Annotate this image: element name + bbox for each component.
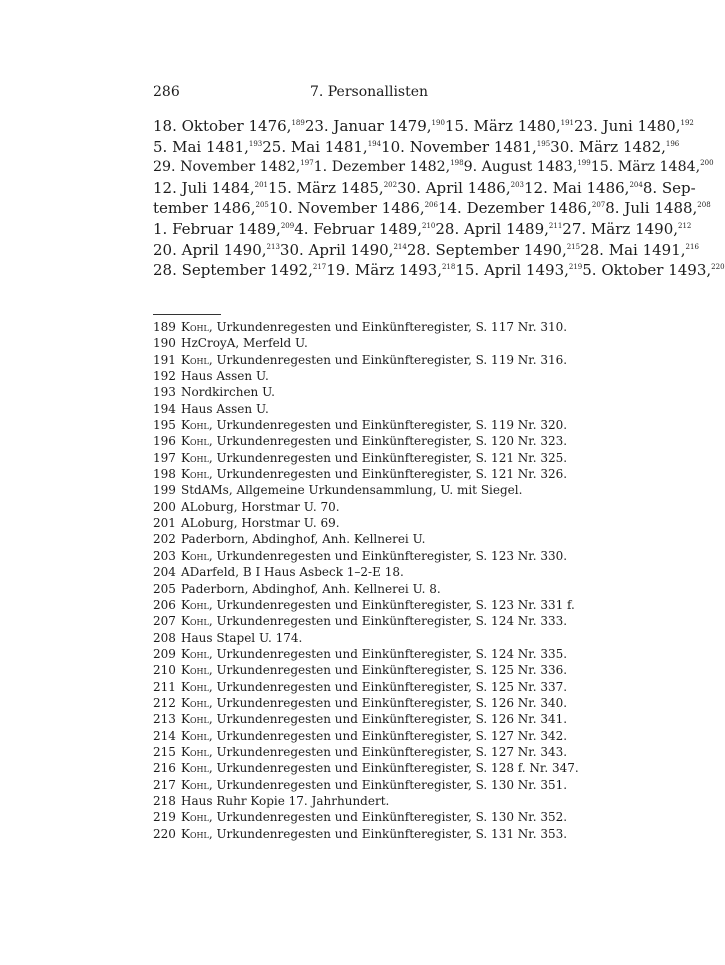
date-text: 20. April 1490,	[153, 240, 267, 259]
footnote-citation: , Urkundenregesten und Einkünfteregister, S. 127 Nr. 342.	[208, 728, 568, 743]
footnote-citation: , Urkundenregesten und Einkünfteregister, S. 125 Nr. 337.	[208, 679, 568, 694]
date-entry	[153, 219, 294, 240]
footnote-citation: Paderborn, Abdinghof, Anh. Kellnerei U. 8.	[181, 581, 441, 596]
footnote-marker[interactable]: 195	[536, 139, 551, 148]
date-text: 28. September 1490,	[406, 240, 567, 259]
footnote-citation: , Urkundenregesten und Einkünfteregister, S. 124 Nr. 333.	[208, 614, 568, 629]
footnote-author: Kohl	[181, 810, 209, 825]
date-text: 30. März 1482,	[550, 137, 666, 156]
footnote-citation: Haus Assen U.	[181, 401, 269, 416]
footnote-number: 193	[153, 385, 176, 400]
footnote-citation: HzCroyA, Merfeld U.	[181, 336, 308, 351]
footnote-number: 199	[153, 483, 176, 498]
footnotes	[153, 319, 585, 842]
footnote-number: 197	[153, 450, 176, 465]
footnote-author: Kohl	[181, 744, 209, 759]
date-text: 15. März 1485,	[267, 178, 384, 197]
footnote-marker[interactable]: 192	[680, 119, 694, 127]
footnote-author: Kohl	[181, 320, 209, 334]
date-entry	[574, 116, 694, 137]
running-head	[153, 84, 585, 104]
footnote	[153, 564, 585, 580]
footnote-text	[181, 777, 567, 793]
footnote-text	[181, 597, 575, 613]
footnote-marker[interactable]: 197	[300, 159, 314, 168]
date-text: 10. November 1481,	[381, 137, 537, 156]
footnote-text	[181, 581, 441, 597]
main-text-line	[153, 260, 725, 281]
footnote-number: 201	[153, 516, 176, 531]
footnote	[153, 548, 585, 564]
footnote-marker[interactable]: 215	[566, 242, 581, 251]
footnote-citation: , Urkundenregesten und Einkünfteregister, S. 124 Nr. 335.	[208, 646, 568, 661]
footnote-citation: , Urkundenregesten und Einkünfteregister, S. 130 Nr. 351.	[208, 777, 568, 792]
main-text-line	[153, 240, 699, 261]
footnote-marker[interactable]: 216	[685, 242, 699, 251]
main-text-line	[153, 157, 714, 178]
footnote-citation: , Urkundenregesten und Einkünfteregister, S. 131 Nr. 353.	[208, 826, 568, 841]
footnote-marker[interactable]: 203	[510, 180, 524, 189]
footnote-citation: , Urkundenregesten und Einkünfteregister, S. 125 Nr. 336.	[208, 663, 568, 678]
date-entry	[305, 116, 445, 137]
date-entry	[582, 260, 724, 281]
footnote-text	[181, 613, 567, 629]
footnote-text	[181, 711, 567, 727]
footnote-citation: , Urkundenregesten und Einkünfteregister, S. 126 Nr. 341.	[208, 712, 568, 727]
footnote-text	[181, 744, 567, 760]
footnote-marker[interactable]: 189	[291, 119, 305, 127]
date-text: 5. Mai 1481,	[153, 137, 249, 156]
footnote-marker[interactable]: 208	[697, 201, 711, 210]
footnote	[153, 450, 585, 466]
footnote-marker[interactable]: 204	[629, 180, 643, 189]
footnote	[153, 433, 585, 449]
footnote-number: 202	[153, 532, 176, 547]
date-text: 28. Mai 1491,	[580, 240, 686, 259]
main-text-line	[153, 137, 680, 158]
footnote-citation: StdAMs, Allgemeine Urkundensammlung, U. mit Siegel.	[181, 483, 523, 498]
footnote-text	[181, 564, 404, 580]
footnote-marker[interactable]: 219	[568, 263, 583, 272]
date-text: 15. März 1480,	[444, 117, 561, 135]
footnote-number: 207	[153, 614, 176, 629]
footnote-text	[181, 466, 567, 482]
footnote-marker[interactable]: 209	[280, 221, 295, 230]
footnote-citation: , Urkundenregesten und Einkünfteregister, S. 117 Nr. 310.	[208, 320, 568, 334]
footnote-text	[181, 548, 567, 564]
footnote-text	[181, 646, 567, 662]
footnote-number: 194	[153, 401, 176, 416]
date-entry	[464, 157, 591, 178]
footnote	[153, 352, 585, 368]
footnote-marker[interactable]: 198	[450, 159, 464, 168]
footnote-text	[181, 728, 567, 744]
footnote-text	[181, 679, 567, 695]
footnote	[153, 613, 585, 629]
footnote-text	[181, 368, 269, 384]
date-text: 28. September 1492,	[153, 261, 313, 280]
footnote-citation: , Urkundenregesten und Einkünfteregister, S. 121 Nr. 326.	[208, 467, 568, 482]
date-entry	[550, 137, 679, 158]
date-entry	[605, 198, 710, 219]
footnote	[153, 728, 585, 744]
footnote-citation: , Urkundenregesten und Einkünfteregister, S. 121 Nr. 325.	[208, 450, 568, 465]
footnote-text	[181, 352, 567, 368]
date-entry	[407, 240, 580, 261]
footnote-number: 208	[153, 630, 176, 645]
footnote	[153, 482, 585, 498]
footnote-number: 203	[153, 548, 176, 563]
footnote-text	[181, 630, 302, 646]
footnote-text	[181, 450, 567, 466]
footnote-author: Kohl	[181, 352, 209, 367]
footnote	[153, 793, 585, 809]
footnote	[153, 630, 585, 646]
footnote-author: Kohl	[181, 679, 209, 694]
date-text: 29. November 1482,	[153, 159, 301, 176]
footnote	[153, 417, 585, 433]
footnote-author: Kohl	[181, 548, 209, 563]
footnote	[153, 809, 585, 825]
date-entry	[314, 157, 464, 178]
main-text-line	[153, 116, 694, 137]
footnote-number: 210	[153, 663, 176, 678]
footnote-author: Kohl	[181, 663, 209, 678]
footnote-number: 215	[153, 744, 176, 759]
date-text: 12. Mai 1486,	[524, 178, 630, 197]
date-text: tember 1486,	[153, 199, 256, 218]
footnote-author: Kohl	[181, 712, 209, 727]
footnote-text	[181, 433, 567, 449]
footnote	[153, 335, 585, 351]
date-text: 1. Dezember 1482,	[313, 159, 451, 176]
footnote-author: Kohl	[181, 777, 209, 792]
page-number: 286	[153, 84, 180, 100]
footnote-number: 218	[153, 793, 176, 808]
date-text: 23. Januar 1479,	[304, 117, 432, 135]
date-text: 18. Oktober 1476,	[153, 117, 292, 135]
footnote-citation: , Urkundenregesten und Einkünfteregister, S. 127 Nr. 343.	[208, 744, 568, 759]
main-text-line	[153, 198, 711, 219]
footnote-marker[interactable]: 194	[367, 139, 382, 148]
footnote-number: 192	[153, 369, 176, 384]
date-entry	[438, 198, 605, 219]
footnote-marker[interactable]: 217	[312, 263, 327, 272]
date-entry	[153, 116, 305, 137]
footnote	[153, 499, 585, 515]
date-text: 8. Juli 1488,	[605, 199, 698, 218]
footnote-text	[181, 417, 567, 433]
date-entry	[153, 137, 262, 158]
footnote-number: 190	[153, 336, 176, 351]
footnote-number: 206	[153, 597, 176, 612]
footnote-number: 189	[153, 320, 176, 334]
footnote-marker[interactable]: 202	[383, 180, 398, 189]
footnote	[153, 662, 585, 678]
footnote-citation: Paderborn, Abdinghof, Anh. Kellnerei U.	[181, 532, 426, 547]
date-text: 28. April 1489,	[435, 219, 549, 238]
date-entry	[455, 260, 582, 281]
footnote	[153, 597, 585, 613]
date-text: 8. Sep-	[642, 178, 696, 197]
main-text-line	[153, 178, 696, 199]
date-text: 14. Dezember 1486,	[437, 199, 592, 218]
footnote-marker[interactable]: 205	[255, 201, 269, 210]
footnote-text	[181, 319, 567, 335]
footnote	[153, 679, 585, 695]
footnote-marker[interactable]: 200	[700, 159, 714, 168]
date-text: 30. April 1490,	[279, 240, 394, 259]
footnote-number: 204	[153, 565, 176, 580]
footnote-number: 211	[153, 679, 176, 694]
date-entry	[643, 178, 696, 199]
date-entry	[580, 240, 699, 261]
footnote-text	[181, 793, 389, 809]
footnote-author: Kohl	[181, 826, 209, 841]
footnote-number: 217	[153, 777, 176, 792]
footnote-marker[interactable]: 201	[254, 180, 268, 189]
date-text: 1. Februar 1489,	[153, 219, 281, 238]
footnote-number: 196	[153, 434, 176, 449]
footnote-citation: ADarfeld, B I Haus Asbeck 1–2-E 18.	[181, 565, 404, 580]
footnote-marker[interactable]: 191	[560, 119, 575, 127]
footnote-text	[181, 809, 567, 825]
date-entry	[153, 240, 280, 261]
footnote-author: Kohl	[181, 695, 209, 710]
footnote-marker[interactable]: 193	[248, 139, 263, 148]
footnote-number: 213	[153, 712, 176, 727]
footnote-text	[181, 482, 522, 498]
footnote	[153, 760, 585, 776]
footnote-number: 212	[153, 695, 176, 710]
date-entry	[381, 137, 550, 158]
footnote-marker[interactable]: 199	[577, 159, 591, 168]
footnote-author: Kohl	[181, 450, 209, 465]
footnote	[153, 744, 585, 760]
date-entry	[268, 178, 397, 199]
footnote-author: Kohl	[181, 761, 209, 776]
footnote	[153, 695, 585, 711]
footnote-author: Kohl	[181, 434, 209, 449]
date-entry	[397, 178, 524, 199]
date-entry	[153, 178, 268, 199]
footnote-marker[interactable]: 211	[548, 221, 563, 230]
footnote	[153, 466, 585, 482]
footnote-text	[181, 826, 567, 842]
footnote-marker[interactable]: 214	[393, 242, 407, 251]
footnote	[153, 581, 585, 597]
footnote-author: Kohl	[181, 728, 209, 743]
date-entry	[591, 157, 714, 178]
date-text: 10. November 1486,	[268, 199, 425, 218]
footnote-number: 191	[153, 352, 176, 367]
footnote-author: Kohl	[181, 467, 209, 482]
footnote-citation: Nordkirchen U.	[181, 385, 275, 400]
footnote-citation: ALoburg, Horstmar U. 70.	[181, 499, 340, 514]
footnote-number: 195	[153, 418, 176, 433]
footnote-marker[interactable]: 213	[266, 242, 280, 251]
footnote-citation: , Urkundenregesten und Einkünfteregister, S. 126 Nr. 340.	[208, 695, 568, 710]
footnote	[153, 319, 585, 335]
footnote-separator	[153, 314, 221, 315]
footnote	[153, 711, 585, 727]
footnote-number: 209	[153, 646, 176, 661]
date-text: 15. März 1484,	[590, 159, 701, 176]
footnote-number: 198	[153, 467, 176, 482]
chapter-title: 7. Personallisten	[309, 84, 429, 100]
footnote-number: 200	[153, 499, 176, 514]
date-entry	[294, 219, 435, 240]
date-text: 27. März 1490,	[562, 219, 679, 238]
date-text: 23. Juni 1480,	[574, 117, 681, 135]
footnote-marker[interactable]: 207	[591, 201, 606, 210]
date-text: 12. Juli 1484,	[153, 178, 255, 197]
date-entry	[435, 219, 562, 240]
date-entry	[445, 116, 574, 137]
date-entry	[153, 198, 269, 219]
main-text	[153, 116, 725, 281]
footnote-citation: Haus Ruhr Kopie 17. Jahrhundert.	[181, 793, 390, 808]
footnote-marker[interactable]: 206	[424, 201, 438, 210]
date-entry	[262, 137, 381, 158]
footnote-citation: Haus Assen U.	[181, 369, 269, 384]
footnote-number: 220	[153, 826, 176, 841]
footnote-citation: , Urkundenregesten und Einkünfteregister, S. 130 Nr. 352.	[208, 810, 568, 825]
footnote	[153, 384, 585, 400]
footnote-number: 216	[153, 761, 176, 776]
date-entry	[524, 178, 643, 199]
footnote-citation: , Urkundenregesten und Einkünfteregister, S. 119 Nr. 320.	[208, 418, 568, 433]
date-entry	[153, 157, 314, 178]
footnote-author: Kohl	[181, 614, 209, 629]
footnote	[153, 401, 585, 417]
date-entry	[269, 198, 438, 219]
date-text: 25. Mai 1481,	[262, 137, 368, 156]
footnote-citation: Haus Stapel U. 174.	[181, 630, 303, 645]
footnote-number: 214	[153, 728, 176, 743]
date-text: 15. April 1493,	[455, 261, 569, 280]
footnote-number: 219	[153, 810, 176, 825]
footnote-citation: ALoburg, Horstmar U. 69.	[181, 516, 340, 531]
footnote-text	[181, 662, 567, 678]
footnote-citation: , Urkundenregesten und Einkünfteregister, S. 128 f. Nr. 347.	[208, 761, 579, 776]
date-text: 19. März 1493,	[326, 261, 442, 280]
footnote-text	[181, 335, 308, 351]
footnote-marker[interactable]: 220	[711, 263, 725, 272]
date-text: 9. August 1483,	[463, 159, 578, 176]
footnote-text	[181, 695, 567, 711]
footnote-citation: , Urkundenregesten und Einkünfteregister, S. 120 Nr. 323.	[208, 434, 568, 449]
footnote	[153, 646, 585, 662]
footnote-text	[181, 384, 275, 400]
footnote-author: Kohl	[181, 597, 209, 612]
footnote-marker[interactable]: 210	[422, 221, 436, 230]
footnote-author: Kohl	[181, 646, 209, 661]
footnote-author: Kohl	[181, 418, 209, 433]
footnote-citation: , Urkundenregesten und Einkünfteregister, S. 123 Nr. 330.	[208, 548, 568, 563]
footnote	[153, 368, 585, 384]
date-entry	[562, 219, 691, 240]
date-text: 30. April 1486,	[397, 178, 511, 197]
date-entry	[153, 260, 326, 281]
footnote-text	[181, 499, 340, 515]
footnote-citation: , Urkundenregesten und Einkünfteregister, S. 119 Nr. 316.	[208, 352, 568, 367]
footnote-citation: , Urkundenregesten und Einkünfteregister, S. 123 Nr. 331 f.	[208, 597, 575, 612]
footnote	[153, 777, 585, 793]
main-text-line	[153, 219, 692, 240]
footnote-marker[interactable]: 196	[665, 139, 680, 148]
footnote	[153, 531, 585, 547]
footnote-text	[181, 515, 340, 531]
footnote-marker[interactable]: 190	[431, 119, 445, 127]
date-text: 4. Februar 1489,	[294, 219, 422, 238]
footnote	[153, 826, 585, 842]
footnote-marker[interactable]: 218	[441, 263, 456, 272]
footnote-text	[181, 531, 425, 547]
footnote-text	[181, 760, 579, 776]
date-entry	[280, 240, 407, 261]
footnote-marker[interactable]: 212	[678, 221, 692, 230]
date-text: 5. Oktober 1493,	[582, 261, 712, 280]
footnote	[153, 515, 585, 531]
footnote-number: 205	[153, 581, 176, 596]
footnote-text	[181, 401, 269, 417]
date-entry	[326, 260, 455, 281]
